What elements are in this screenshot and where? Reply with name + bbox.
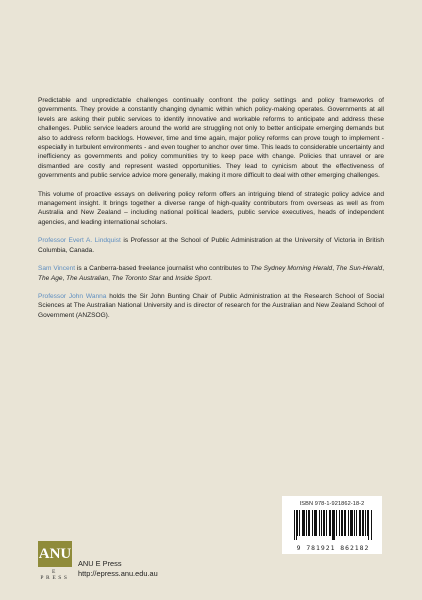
blurb-paragraph-1: Predictable and unpredictable challenges continually confront the policy settings and policy frameworks of governments. They provide a constantly changing dynamic within which policy-making operates. Governments at all levels are asking their public services to identify innovative and workable reforms to anticipate and address these challenges. Public service leaders around the world are struggling not only to better anticipate emerging demands but also to address reform backlogs. However, time and time again, major policy reforms can prove tough to implement - especially in turbulent environments - and even tougher to anchor over time. This leads to considerable uncertainty and inefficiency as governments and policy communities try to keep pace with change. Policies that unravel or are dismantled are costly and represent wasted opportunities. They lead to cynicism about the effectiveness of governments and public service advice more generally, making it more difficult to deal with other emerging challenges. <box>38 97 384 180</box>
barcode-digits: 9 781921 862182 <box>296 544 370 552</box>
editor-bio-lindquist: Professor Evert A. Lindquist is Professor at the School of Public Administration at the University of Victoria in British Columbia, Canada. <box>38 237 384 254</box>
editor-name-vincent[interactable]: Sam Vincent <box>38 265 76 273</box>
editor-name-lindquist[interactable]: Professor Evert A. Lindquist <box>38 237 121 245</box>
isbn-barcode <box>282 496 382 554</box>
editor-name-wanna[interactable]: Professor John Wanna <box>38 292 107 300</box>
anu-logo: ANU <box>38 541 72 567</box>
isbn-label: ISBN 978-1-921862-18-2 <box>299 501 365 507</box>
publication-title: The Sydney Morning Herald <box>250 265 333 273</box>
blurb-text <box>38 96 384 329</box>
publication-title: The Age <box>38 274 63 282</box>
publication-title: The Toronto Star <box>111 274 161 282</box>
publisher-info <box>78 559 158 579</box>
editor-bio-wanna: Professor John Wanna holds the Sir John Bunting Chair of Public Administration at the Research School of Social Sciences at The Australian National University and is director of research for the Australian and New Zealand School of Government (ANZSOG). <box>38 292 384 319</box>
publication-title: Inside Sport <box>175 274 211 282</box>
publisher-name: ANU E Press <box>78 559 122 568</box>
blurb-paragraph-2: This volume of proactive essays on delivering policy reform offers an intriguing blend of strategic policy advice and management insight. It brings together a diverse range of high-quality contributors from overseas as well as from Australia and New Zealand – including national political leaders, public service executives, heads of independent agencies, and leading international scholars. <box>38 190 384 226</box>
publisher-url[interactable]: http://epress.anu.edu.au <box>78 569 158 578</box>
anu-logo-subtitle: E PRESS <box>40 569 70 581</box>
barcode-bars <box>294 510 372 540</box>
publication-title: The Sun-Herald <box>335 265 383 273</box>
publication-title: The Australian <box>66 274 109 282</box>
editor-bio-vincent: Sam Vincent is a Canberra-based freelance journalist who contributes to The Sydney Morning Herald, The Sun-Herald, The Age, The Australian, The Toronto Star and Inside Sport. <box>38 265 385 282</box>
